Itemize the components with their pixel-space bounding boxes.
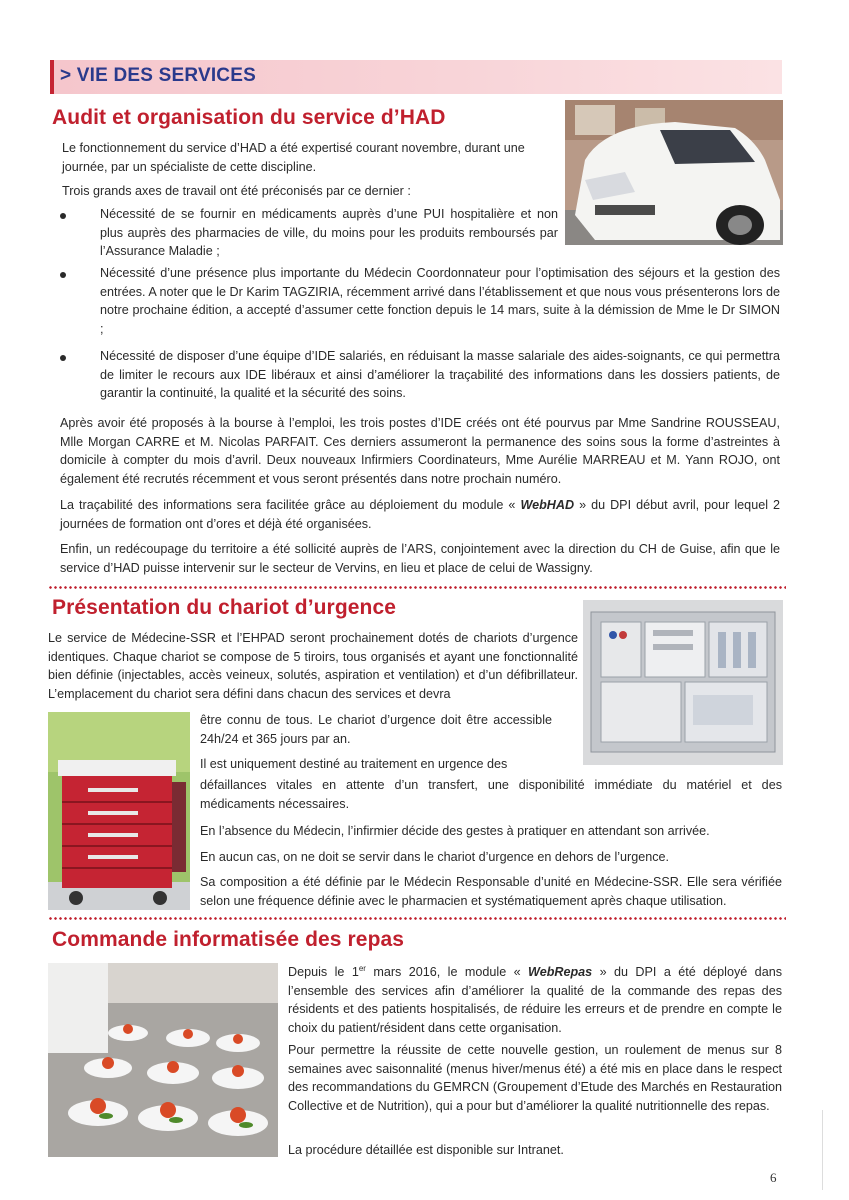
paragraph: Le service de Médecine-SSR et l’EHPAD seront prochainement dotés de chariots d’urgence identiques. Chaque chariot se compose de 5 tiroirs, tous organisés et ayant une fonctionnalité bien définie (injectables, accès veineux, solutés, aspiration et ventilation) et d’un défibrillateur. L’emplacement du chariot sera défini dans chacun des services et devra bbox=[48, 631, 578, 701]
dotted-divider bbox=[48, 586, 786, 589]
bullet-dot bbox=[60, 272, 66, 278]
bullet-text: Nécessité de se fournir en médicaments auprès d’une PUI hospitalière et non plus auprès des pharmacies de ville, du moins pour les produits remboursés par l’Assurance Maladie ; bbox=[100, 207, 558, 258]
text-line: Le fonctionnement du service d’HAD a été expertisé courant novembre, durant une bbox=[62, 141, 525, 155]
module-name: WebRepas bbox=[528, 965, 593, 979]
bullet-dot bbox=[60, 213, 66, 219]
text-line: journée, par un spécialiste de cette discipline. bbox=[62, 159, 317, 174]
text-segment: » du DPI début avril, pour lequel 2 journées de formation ont d’ores et déjà été organisées. bbox=[60, 498, 780, 531]
paragraph: Sa composition a été définie par le Médecin Responsable d’unité en Médecine-SSR. Elle sera vérifiée selon une fréquence définie avec le pharmacien et systématiquement après chaque utilisation. bbox=[200, 875, 782, 908]
bullet-dot bbox=[60, 355, 66, 361]
superscript: er bbox=[358, 963, 366, 973]
paragraph: Enfin, un redécoupage du territoire a été sollicité auprès de l’ARS, conjointement avec la direction du CH de Guise, afin que le service d’HAD puisse intervenir sur le secteur de Vervins, en lieu et place de celui de Wassigny. bbox=[60, 542, 780, 575]
module-name: WebHAD bbox=[520, 498, 575, 512]
banner-label: > VIE DES SERVICES bbox=[60, 65, 256, 86]
section-title-had: Audit et organisation du service d’HAD bbox=[52, 106, 446, 129]
paragraph bbox=[60, 496, 780, 533]
paragraph: défaillances vitales en attente d’un transfert, une disponibilité immédiate du matériel et des médicaments nécessaires. bbox=[200, 778, 782, 811]
page-number: 6 bbox=[770, 1170, 777, 1185]
text-segment: Depuis le 1 bbox=[288, 965, 359, 979]
paragraph: Il est uniquement destiné au traitement en urgence des bbox=[200, 757, 508, 771]
paragraph: En l’absence du Médecin, l’infirmier décide des gestes à pratiquer en attendant son arrivée. bbox=[200, 824, 710, 838]
photo-red-cart bbox=[48, 712, 190, 910]
paragraph: Trois grands axes de travail ont été préconisés par ce dernier : bbox=[62, 184, 411, 198]
dotted-divider bbox=[48, 917, 786, 920]
photo-meal-plates bbox=[48, 963, 278, 1157]
section-banner bbox=[50, 60, 782, 94]
paragraph: Après avoir été proposés à la bourse à l’emploi, les trois postes d’IDE créés ont été pourvus par Mme Sandrine ROUSSEAU, Mlle Morgan CARRE et M. Nicolas PARFAIT. Ces derniers assumeront la permanence des soins sous la forme d’astreintes à domicile à compter du mois d’avril. Deux nouveaux Infirmiers Coordinateurs, Mme Aurélie MARREAU et M. Yann ROJO, ont également été recrutés récemment et vous seront présentés dans notre prochain numéro. bbox=[60, 416, 780, 486]
photo-white-cars bbox=[565, 100, 783, 245]
text-segment: » du DPI a été déployé dans l’ensemble des services afin d’améliorer la qualité de la commande des repas des résidents et des patients hospitalisés, de réduire les erreurs et de prendre en compte le choix du patient/résident dans cette organisation. bbox=[288, 965, 782, 1035]
photo-drawer-contents bbox=[583, 600, 783, 765]
text-segment: La traçabilité des informations sera facilitée grâce au déploiement du module « bbox=[60, 498, 521, 512]
paragraph: En aucun cas, on ne doit se servir dans le chariot d’urgence en dehors de l’urgence. bbox=[200, 850, 670, 864]
paragraph: Pour permettre la réussite de cette nouvelle gestion, un roulement de menus sur 8 semaines avec saisonnalité (menus hiver/menus été) a été mis en place dans le respect des recommandations du GEMRCN (Groupement d’Etude des Marchés en Restauration Collective et de Nutrition), qui a pour but d’améliorer la qualité nutritionnelle des repas. bbox=[288, 1043, 782, 1113]
paragraph bbox=[62, 139, 558, 176]
paragraph bbox=[288, 963, 782, 1037]
text-segment: mars 2016, le module « bbox=[365, 965, 529, 979]
section-title-chariot: Présentation du chariot d’urgence bbox=[52, 596, 397, 619]
paragraph: La procédure détaillée est disponible sur Intranet. bbox=[288, 1143, 564, 1157]
bullet-text: Nécessité d’une présence plus importante du Médecin Coordonnateur pour l’optimisation des séjours et la gestion des entrées. A noter que le Dr Karim TAGZIRIA, récemment arrivé dans l’établissement et que nous vous présenterons lors de notre prochaine édition, a accepté d’assumer cette fonction depuis le 14 mars, suite à la démission de Mme le Dr SIMON ; bbox=[100, 266, 780, 336]
paragraph: être connu de tous. Le chariot d’urgence doit être accessible 24h/24 et 365 jours par an. bbox=[200, 713, 552, 746]
bullet-text: Nécessité de disposer d’une équipe d’IDE salariés, en réduisant la masse salariale des aides-soignants, ce qui permettra de limiter le recours aux IDE libéraux et ainsi d’améliorer la traçabilité des informations dans les dossiers patients, de garantir la continuité, la qualité et la sécurité des soins. bbox=[100, 349, 780, 400]
section-title-repas: Commande informatisée des repas bbox=[52, 928, 405, 951]
margin-line bbox=[822, 1110, 823, 1190]
